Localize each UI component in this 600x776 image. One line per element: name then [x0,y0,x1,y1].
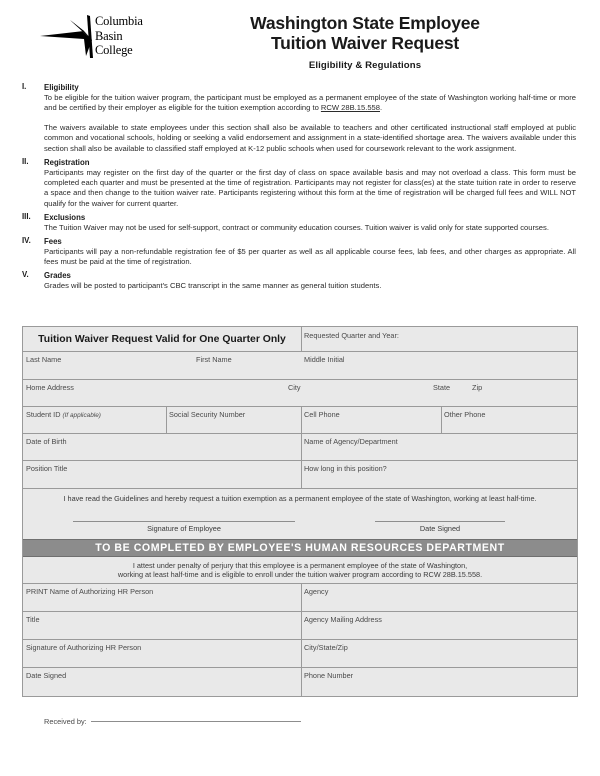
field-label-home-address: Home Address [26,383,74,392]
section-eligibility [22,82,578,154]
field-input-middle-initial[interactable] [303,365,573,377]
section-heading: Fees [44,236,62,246]
form-row-position [23,461,577,489]
field-label-last-name: Last Name [26,355,62,364]
field-input-position-title[interactable] [25,474,299,487]
field-input-other-phone[interactable] [443,420,573,432]
section-heading: Eligibility [44,83,79,92]
field-input-hr-signature[interactable] [25,653,299,666]
section-body [44,168,578,210]
field-input-hr-print-name[interactable] [25,597,299,610]
field-label-zip: Zip [472,383,483,392]
paragraph: Grades will be posted to participant's CBC transcript in the same manner as general tuition students. [44,280,382,290]
field-input-agency-department[interactable] [303,447,573,459]
field-input-last-name[interactable] [25,365,190,377]
field-label-state: State [433,383,451,392]
hr-row-title [23,612,577,640]
field-input-hr-title[interactable] [25,625,299,638]
hr-row-date-phone [23,668,577,696]
form-banner-row [23,327,577,352]
tuition-waiver-form-table [22,326,578,697]
section-body [44,223,578,233]
field-input-hr-date-signed[interactable] [25,681,299,694]
form-row-address [23,380,577,407]
field-input-city[interactable] [287,393,427,405]
section-body [44,281,578,291]
field-label-hr-mailing-address: Agency Mailing Address [304,615,382,624]
field-label-hr-city-state-zip: City/State/Zip [304,643,348,652]
hr-attestation-line-2: working at least half-time and is eligible to enroll under the tuition waiver program according to RCW 28B.15.558. [117,570,483,579]
section-numeral: III. [22,211,31,221]
eligibility-regulations [22,82,578,294]
field-input-student-id[interactable] [25,420,164,432]
date-signed-line[interactable] [375,521,505,522]
field-label-city: City [288,383,301,392]
field-input-hr-city-state-zip[interactable] [303,653,573,666]
field-label-ssn: Social Security Number [169,410,246,419]
field-input-date-of-birth[interactable] [25,447,299,459]
section-body [44,247,578,268]
section-numeral: II. [22,156,29,166]
field-label-agency-department: Name of Agency/Department [304,437,398,446]
form-banner-title: Tuition Waiver Request Valid for One Quarter Only [38,334,286,345]
form-row-identification [23,407,577,434]
paragraph: The waivers available to state employees under this section shall also be available to teachers and other certificated instructional staff employed at public common and vocational schools, holding or seeking a valid endorsement and assignment in a state-identified shortage area. The waivers available under this section shall also be available to classified staff employed at K-12 public schools when used for coursework relevant to the work assignment. [44,122,576,153]
section-grades [22,270,578,291]
signature-employee-line[interactable] [73,521,295,522]
section-heading: Exclusions [44,212,86,222]
field-input-home-address[interactable] [25,393,283,405]
section-numeral: V. [22,269,29,279]
section-exclusions [22,212,578,233]
section-fees [22,236,578,268]
field-label-other-phone: Other Phone [444,410,486,419]
field-input-how-long[interactable] [303,474,573,487]
section-heading: Registration [44,157,90,167]
hr-section-banner: TO BE COMPLETED BY EMPLOYEE'S HUMAN RESOURCES DEPARTMENT [23,539,577,557]
paragraph: Participants will pay a non-refundable registration fee of $5 per quarter as well as all applicable course fees, lab fees, and other charges as appropriate. All fees must be paid at the time of registration. [44,246,576,266]
columbia-basin-college-logo-icon [40,14,145,60]
field-label-date-of-birth: Date of Birth [26,437,67,446]
field-label-hr-date-signed: Date Signed [26,671,67,680]
received-by-label: Received by: [44,717,87,726]
field-label-hr-phone-number: Phone Number [304,671,354,680]
field-label-how-long: How long in this position? [304,464,387,473]
field-label-student-id [23,410,101,419]
section-body [44,93,578,154]
field-label-hr-print-name: PRINT Name of Authorizing HR Person [26,587,154,596]
logo-line-1: Columbia [95,14,143,28]
paragraph: Participants may register on the first day of the quarter or the first day of class on space available basis and may not overload a class. This form must be completed each quarter and must be presented at the time of registration. Participants may not register for class(es) at the state tuition rate in order to reserve a space and then change to the tuition waiver rate. Participants registering without this form at the time of registration will be charged full fees and WILL NOT qualify for the waiver for current quarter. [44,167,576,208]
paragraph-text: To be eligible for the tuition waiver program, the participant must be employed as a permanent employee of the state of Washington working half-time or more and be certified by their employer as eligible for the tuition exemption according to [44,93,576,113]
field-input-hr-phone-number[interactable] [303,681,573,694]
hr-row-print-name [23,584,577,612]
section-numeral: I. [22,82,27,91]
field-input-state[interactable] [432,393,466,405]
section-numeral: IV. [22,235,31,245]
page-title-line-2: Tuition Waiver Request [270,33,460,53]
field-input-first-name[interactable] [195,365,299,377]
document-header [0,0,600,72]
paragraph-suffix: . [380,103,383,113]
page-title-block [150,13,580,71]
field-label-first-name: First Name [196,355,232,364]
employee-attestation-row [23,489,577,513]
logo-line-2: Basin [95,28,123,43]
field-label-middle-initial: Middle Initial [304,355,345,364]
received-by-line[interactable] [91,721,301,722]
section-heading: Grades [44,270,71,280]
page-title-line-1: Washington State Employee [250,13,480,33]
field-input-requested-quarter[interactable] [302,341,575,351]
logo-line-3: College [95,43,133,57]
paragraph [44,93,576,114]
employee-attestation-text: I have read the Guidelines and hereby request a tuition exemption as a permanent employee of the state of Washington, working at least half-time. [63,494,537,503]
page-subtitle: Eligibility & Regulations [308,60,422,71]
signature-employee-label: Signature of Employee [147,524,221,533]
date-signed-label: Date Signed [419,524,461,533]
field-label-hr-signature: Signature of Authorizing HR Person [26,643,142,652]
field-input-hr-agency[interactable] [303,597,573,610]
field-label-position-title: Position Title [26,464,68,473]
hr-attestation-row [23,557,577,584]
field-input-cell-phone[interactable] [303,420,439,432]
section-registration [22,157,578,210]
paragraph: The Tuition Waiver may not be used for self-support, contract or community education courses. Tuition waiver is valid only for state supported courses. [44,222,549,232]
field-label-hr-agency: Agency [304,587,329,596]
received-by-field [44,717,301,726]
hr-row-signature [23,640,577,668]
field-input-ssn[interactable] [168,420,299,432]
field-input-hr-mailing-address[interactable] [303,625,573,638]
field-label-hr-title: Title [26,615,40,624]
page-title [150,13,580,53]
student-id-note: (If applicable) [62,412,101,419]
hr-attestation-line-1: I attest under penalty of perjury that this employee is a permanent employee of the state of Washington, [132,561,468,570]
employee-signature-row [23,513,577,539]
form-row-dob-agency [23,434,577,461]
field-input-zip[interactable] [471,393,571,405]
logo-wordmark [95,14,143,58]
student-id-text: Student ID [26,410,61,419]
field-label-cell-phone: Cell Phone [304,410,340,419]
rcw-link[interactable]: RCW 28B.15.558 [320,103,380,113]
field-label-requested-quarter: Requested Quarter and Year: [304,331,399,340]
form-row-name [23,352,577,380]
